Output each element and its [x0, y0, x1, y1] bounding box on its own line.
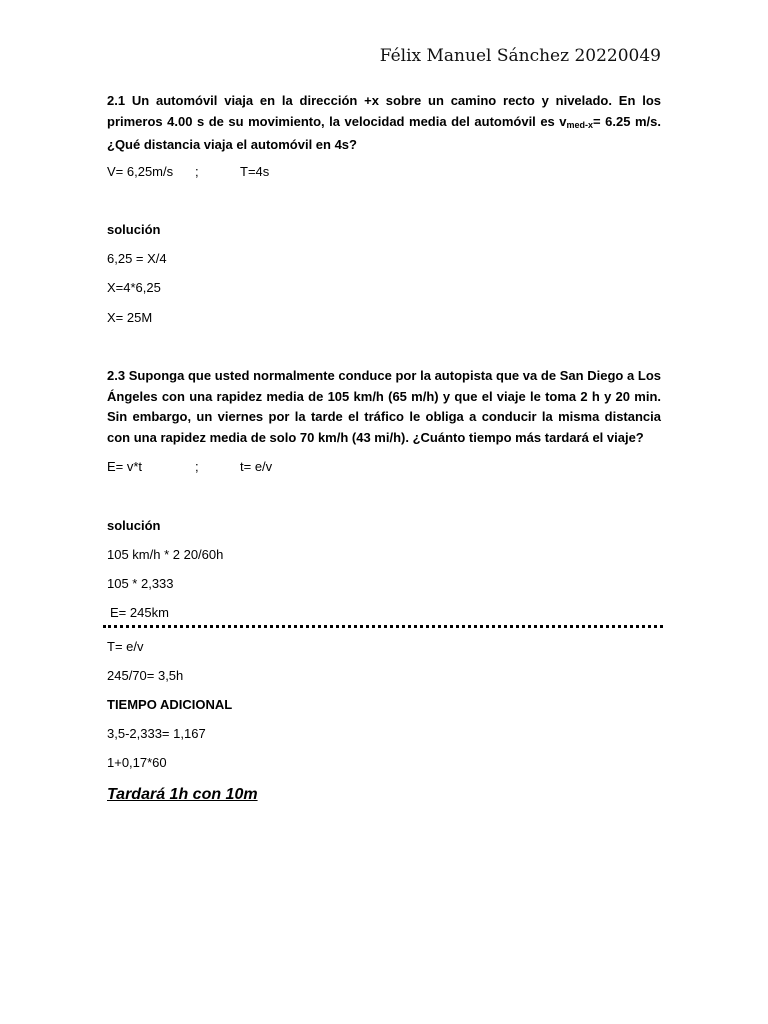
given-separator: ; — [195, 459, 199, 474]
solution-label: solución — [107, 222, 161, 237]
problem-2-1-givens — [107, 164, 269, 179]
solution-step: 105 km/h * 2 20/60h — [107, 547, 224, 562]
given-separator: ; — [195, 164, 199, 179]
problem-2-1-statement — [107, 91, 661, 156]
final-answer: Tardará 1h con 10m — [107, 786, 258, 803]
solution-step: T= e/v — [107, 639, 144, 654]
solution-step: E= 245km — [110, 605, 169, 620]
solution-step: 6,25 = X/4 — [107, 251, 167, 266]
given-time: T=4s — [240, 164, 270, 179]
given-time-formula: t= e/v — [240, 459, 273, 474]
solution-step: 245/70= 3,5h — [107, 668, 184, 683]
dotted-divider — [103, 625, 663, 628]
given-velocity: V= 6,25m/s — [107, 164, 174, 179]
additional-time-label: TIEMPO ADICIONAL — [107, 697, 233, 712]
problem-2-1-text-a: 2.1 Un automóvil viaja en la dirección +x sobre un camino recto y nivelado. En los primeros 4.00 s de su movimiento, la velocidad media del automóvil es v — [107, 93, 661, 129]
problem-2-1-text-b: = 6.25 m/s. ¿Qué distancia viaja el automóvil en 4s? — [107, 113, 661, 152]
solution-step: 1+0,17*60 — [107, 755, 167, 770]
solution-step: 105 * 2,333 — [107, 576, 174, 591]
solution-label: solución — [107, 518, 161, 533]
author-header: Félix Manuel Sánchez 20220049 — [379, 46, 661, 66]
problem-2-3-givens — [107, 459, 272, 474]
problem-2-3-statement: 2.3 Suponga que usted normalmente conduce por la autopista que va de San Diego a Los Ángeles con una rapidez media de 105 km/h (65 m/h) y que el viaje le toma 2 h y 20 min. Sin embargo, un viernes por la tarde el tráfico le obliga a conducir la misma distancia con una rapidez media de solo 70 km/h (43 mi/h). ¿Cuánto tiempo más tardará el viaje? — [107, 368, 661, 445]
given-distance-formula: E= v*t — [107, 459, 143, 474]
velocity-subscript: med-x — [566, 119, 594, 130]
solution-step: X= 25M — [107, 310, 153, 325]
solution-step: 3,5-2,333= 1,167 — [107, 726, 206, 741]
solution-step: X=4*6,25 — [107, 280, 161, 295]
